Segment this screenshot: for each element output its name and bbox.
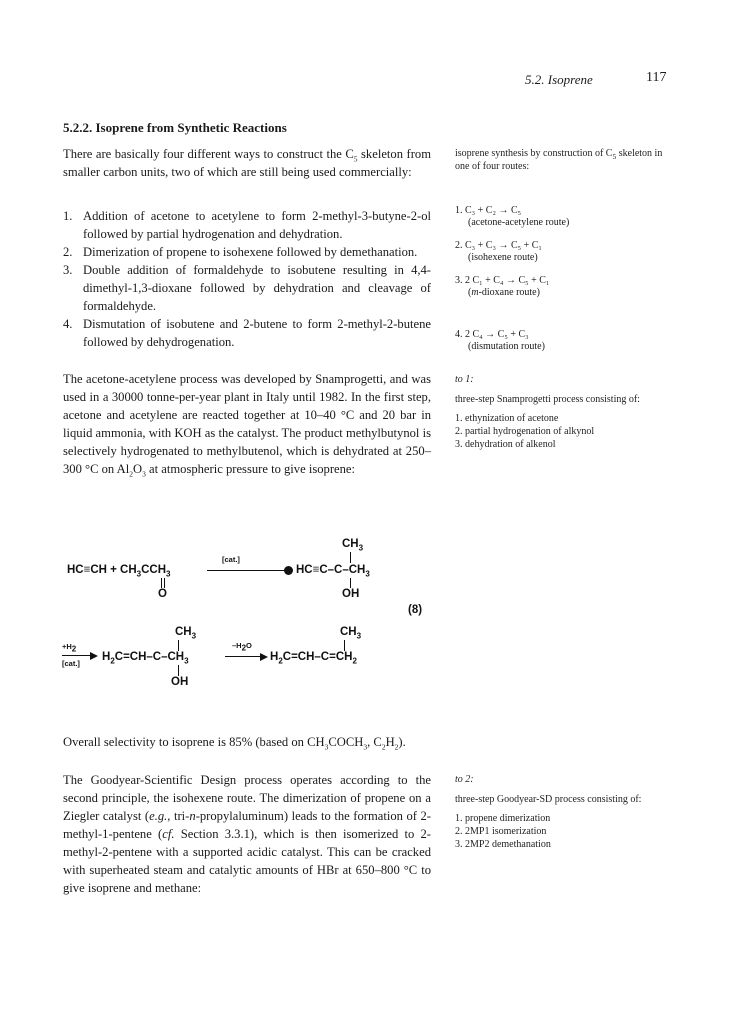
list-item: 3. Double addition of formaldehyde to isobutene resulting in 4,4-dimethyl-1,3-dioxane followed by dehydration and cleavage of formaldehyde. — [63, 263, 431, 313]
hydroxyl-group: OH — [171, 676, 189, 688]
catalyst-label: [cat.] — [222, 555, 240, 564]
arrow-head — [260, 653, 268, 661]
sidebar-to1: to 1: three-step Snamprogetti process consisting of: 1. ethynization of acetone 2. partial hydrogenation of alkynol 3. dehydration of alkenol — [455, 374, 640, 450]
arrow-head — [284, 566, 293, 575]
reaction-arrow — [207, 570, 285, 571]
double-bond-line — [161, 578, 162, 588]
sidebar-to2: to 2: three-step Goodyear-SD process consisting of: 1. propene dimerization 2. 2MP1 isomerization 3. 2MP2 demethanation — [455, 774, 642, 850]
running-header-section: 5.2. Isoprene — [525, 72, 593, 87]
list-item: 2. Dimerization of propene to isohexene followed by demethanation. — [63, 245, 418, 259]
bond-line — [178, 640, 179, 651]
hydrogen-label: $+H_2$ — [62, 642, 77, 654]
water-label: $-H_2O$ — [232, 641, 252, 653]
catalyst-label: [cat.] — [62, 659, 80, 668]
bond-line — [350, 552, 351, 563]
reactants: $HC\equiv CH + CH_3CCH_3$ — [67, 564, 171, 579]
reaction-arrow — [62, 655, 94, 656]
acetone-process-paragraph: The acetone-acetylene process was developed by Snamprogetti, and was used in a 30000 tonne-per-year plant in Italy until 1982. In the first step, acetone and acetylene are reacted together at 10–40 °C and 20 bar in liquid ammonia, with KOH as the catalyst. The product methylbutynol is selectively hydrogenated to methylbutenol, which is dehydrated at 250–300 °C on $Al_2O_3$ at atmospheric pressure to give isoprene: — [63, 372, 431, 479]
bond-line — [344, 640, 345, 651]
hydroxyl-group: OH — [342, 588, 360, 600]
arrow-head — [90, 652, 98, 660]
bond-line — [350, 578, 351, 588]
sidebar-route-4: 4. 2 C₄ → C₅ + C₃ (dismutation route) — [455, 329, 545, 352]
intro-paragraph: There are basically four different ways to construct the $C_5$ skeleton from smaller carbon units, two of which are still being used commercially: — [63, 147, 431, 179]
isoprene: $H_2C=CH-C=CH_2$ — [270, 651, 357, 666]
sidebar-route-3: 3. 2 C₁ + C₄ → C₅ + C₁ (m-dioxane route) — [455, 275, 550, 298]
sidebar-route-1: 1. C₃ + C₂ → C₅ (acetone-acetylene route) — [455, 205, 570, 228]
methyl-group-top: $CH_3$ — [342, 538, 364, 553]
section-title: 5.2.2. Isoprene from Synthetic Reactions — [63, 120, 287, 135]
carbonyl-oxygen: O — [158, 588, 167, 600]
bond-line — [178, 665, 179, 676]
list-item: 1. Addition of acetone to acetylene to form 2-methyl-3-butyne-2-ol followed by partial hydrogenation and dehydration. — [63, 209, 431, 241]
reaction-arrow — [225, 656, 263, 657]
methyl-group: $CH_3$ — [175, 626, 197, 641]
double-bond-line — [164, 578, 165, 588]
goodyear-process-paragraph: The Goodyear-Scientific Design process operates according to the second principle, the isohexene route. The dimerization of propene on a Ziegler catalyst (e.g., tri-n-propylaluminum) leads to the formation of 2-methyl-1-pentene (cf. Section 3.3.1), which is then isomerized to 2-methyl-2-pentene with a supported acidic catalyst. This can be cracked with superheated steam and catalytic amounts of HBr at 650–800 °C to give isoprene and methane: — [63, 773, 432, 895]
list-item: 4. Dismutation of isobutene and 2-butene to form 2-methyl-2-butene followed by dehydrogenation. — [63, 317, 431, 349]
selectivity-paragraph: Overall selectivity to isoprene is 85% (based on $CH_3COCH_3$, $C_2H_2$). — [63, 735, 406, 752]
route-list — [63, 207, 431, 351]
sidebar-intro: isoprene synthesis by construction of $C_5$ skeleton in one of four routes: — [455, 148, 663, 172]
equation-number: (8) — [408, 604, 423, 616]
page-number: 117 — [646, 70, 667, 85]
methylbutynol: $HC\equiv C-C-CH_3$ — [296, 564, 370, 579]
methyl-group: $CH_3$ — [340, 626, 362, 641]
sidebar-route-2: 2. C₃ + C₃ → C₅ + C₁ (isohexene route) — [455, 240, 542, 263]
methylbutenol: $H_2C=CH-C-CH_3$ — [102, 651, 189, 666]
